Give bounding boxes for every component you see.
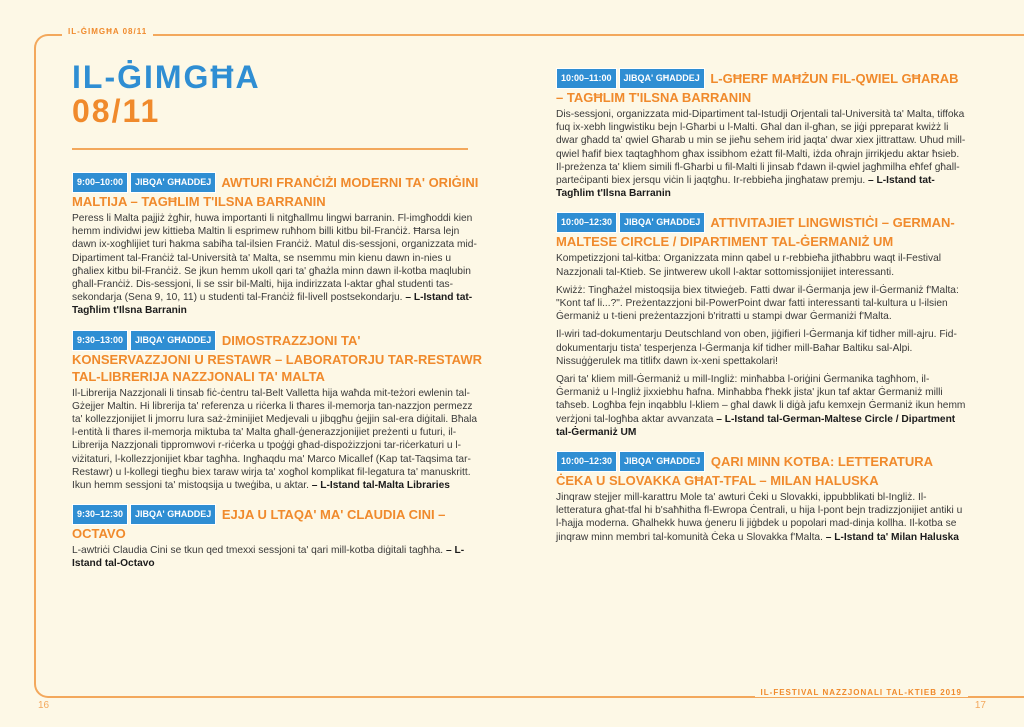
event bbox=[556, 212, 966, 439]
event bbox=[556, 451, 966, 544]
page-title bbox=[72, 60, 261, 128]
time-tag: 10:00–11:00 bbox=[556, 68, 617, 89]
left-column bbox=[72, 172, 482, 583]
running-header: IL-ĠIMGĦA 08/11 bbox=[62, 27, 153, 36]
event-title: EJJA U LTAQA' MA' CLAUDIA CINI – OCTAVO bbox=[72, 507, 446, 542]
event-body: Jinqraw stejjer mill-karattru Mole ta' awturi Ċeki u Slovakki, ippubblikati bl-Ingliż. Il-letteratura għat-tfal hi b'saħħitha fl-Ewropa Ċentrali, u hija l-pont bejn tradizzjonijiet antiki u l-ħajja moderna. Għalhekk huwa ġeneru li jiġbdek u popolari mad-dinja kollha. Il-kotba se jinqraw minn membri tal-komunità Ċeka u Slovakka f'Malta. bbox=[556, 492, 963, 543]
time-tag: 9:30–12:30 bbox=[72, 504, 128, 525]
event-title: L-GĦERF MAĦŻUN FIL-QWIEL GĦARAB – TAGĦLIM T'ILSNA BARRANIN bbox=[556, 71, 959, 105]
time-tag: 10:00–12:30 bbox=[556, 212, 617, 233]
time-tag: 9:00–10:00 bbox=[72, 172, 128, 193]
type-tag: JIBQA' GĦADDEJ bbox=[130, 172, 216, 193]
page-number-right: 17 bbox=[974, 700, 986, 711]
event-title: ATTIVITAJIET LINGWISTIĊI – GERMAN-MALTESE CIRCLE / DIPARTIMENT TAL-ĠERMANIŻ UM bbox=[556, 215, 955, 250]
event bbox=[556, 68, 966, 200]
type-tag: JIBQA' GĦADDEJ bbox=[130, 504, 216, 525]
event-credit: – L-Istand tal-German-Maltese Circle / Dipartment tal-Ġermaniż UM bbox=[556, 413, 956, 438]
event-paragraph: Il-wiri tad-dokumentarju Deutschland von oben, jiġifieri l-Ġermanja kif tidher mill-ajru. Fid-dokumentarju tista' tesperjenza l-Ġermanja kif tidher mill-Baħar Baltiku sal-Alpi. Nissuġġerulek ma titlifx dawn ix-xeni spettakolari! bbox=[556, 329, 957, 367]
event-body: Il-Librerija Nazzjonali li tinsab fiċ-ċentru tal-Belt Valletta hija waħda mit-teżori ewlenin tal-Gżejjer Maltin. Hi librerija ta' referenza u riċerka li tħares il-memorja tan-nazzjon permezz ta' kollezzjonijiet li jmorru lura saż-żminijiet Medjevali u jibqgħu ġejjin sal-era diġitali. Bħala l-entità li tħares il-memorja miktuba ta' Malta għall-ġenerazzjonijiet preżenti u futuri, il-Librerija Nazzjonali tippromwovi r-riċerka u tpoġġi għad-dispożizzjoni tar-riċerkaturi u l-viżitaturi, l-kollezzjonijiet kbar tagħha. Ingħaqdu ma' Marco Micallef (Kap tat-Taqsima tar-Restawr) u l-kollegi tiegħu biex taraw wirja ta' xogħol komplikat fil-legatura ta' manuskritt. Ikun hemm sessjoni ta' mistoqsija u tweġiba, u aktar. bbox=[72, 387, 478, 492]
event-credit: – L-Istand tat-Tagħlim t'Ilsna Barranin bbox=[72, 292, 473, 317]
time-tag: 9:30–13:00 bbox=[72, 330, 128, 351]
type-tag: JIBQA' GĦADDEJ bbox=[619, 68, 705, 89]
event-body: Peress li Malta pajjiż żgħir, huwa importanti li nitgħallmu lingwi barranin. Fl-imgħoddi kien hemm individwi jew kittieba Maltin li esprimew ruħhom billi kitbu bil-Franċiż. Ħarsa lejn dawn ix-xogħlijiet turi ħakma sabiħa tal-ilsien Franċiż. Matul dis-sessjoni, organizzata mid-Dipartiment tal-Franċiż tal-Università ta' Malta, se nsemmu min kienu dawn in-nies u għaliex kitbu bil-Franċiż. Se jkun hemm ukoll qari ta' għażla minn dawn il-kotba maqlubin għall-Franċiż. Dis-sessjoni, li se ssir bil-Malti, hija indirizzata l-aktar għal studenti tas-sekondarja (Sena 9, 10, 11) u studenti tal-Franċiż fil-livell postsekondarju. bbox=[72, 213, 477, 304]
event-body: L-awtriċi Claudia Cini se tkun qed tmexxi sessjoni ta' qari mill-kotba diġitali tagħha. bbox=[72, 545, 444, 557]
event bbox=[72, 172, 482, 318]
page-number-left: 16 bbox=[38, 700, 50, 711]
event-paragraph: Kompetizzjoni tal-kitba: Organizzata minn qabel u r-rebbieħa jitħabbru waqt il-Festival Nazzjonali tal-Ktieb. Se jintwerew ukoll l-aktar sottomissjonijiet interessanti. bbox=[556, 253, 942, 278]
title-divider bbox=[72, 148, 468, 150]
event bbox=[72, 504, 482, 570]
event-credit: – L-Istand ta' Milan Haluska bbox=[825, 531, 959, 543]
right-column bbox=[556, 68, 966, 556]
event-title: AWTURI FRANĊIŻI MODERNI TA' ORIĠINI MALTIJA – TAGĦLIM T'ILSNA BARRANIN bbox=[72, 175, 479, 209]
event-title: DIMOSTRAZZJONI TA' KONSERVAZZJONI U RESTAWR – LABORATORJU TAR-RESTAWR TAL-LIBRERIJA NAZZJONALI TA' MALTA bbox=[72, 332, 482, 384]
event-credit: – L-Istand tal-Octavo bbox=[72, 545, 465, 570]
event-body: Dis-sessjoni, organizzata mid-Dipartiment tal-Istudji Orjentali tal-Università ta' Malta, tiffoka fuq ix-xebh lingwistiku bejn l-Għarbi u l-Malti. Għal dan il-għan, se jiġi ppreparat kwiżż li dwar għadd ta' qwiel Għarab u min se jieħu sehem irid jaqta' dwar xiex jittrattaw. Uħud mill-qwiel ħafif biex taqtagħhom għax issibhom eżatt fil-Malti, iżda oħrajn jirrikjedu aktar ħsieb. Il-preżenza ta' kliem simili fl-Għarbi u fil-Malti li jinsab f'dawn il-qwiel jagħmilha eħfef għall-parteċipanti biex jersqu viċin li jaqtgħu. Ir-rebbieħa jingħataw premju. bbox=[556, 109, 966, 187]
event-credit: – L-Istand tal-Malta Libraries bbox=[311, 480, 450, 492]
event-paragraph-text: Qari ta' kliem mill-Ġermaniż u mill-Ingliż: minħabba l-oriġini Ġermanika tagħhom, il-Ġermaniż u l-Ingliż jixxiebhu ħafna. Minħabba f'hekk jista' jkun taf aktar Ġermaniż milli taħseb. Logħba fejn inqabblu l-kliem – għal dawk li diġà jafu kemxejn Ġermaniż ikun hemm verżjoni tal-logħba aktar avvanzata bbox=[556, 374, 966, 425]
type-tag: JIBQA' GĦADDEJ bbox=[619, 451, 705, 472]
event-paragraph bbox=[556, 373, 966, 439]
time-tag: 10:00–12:30 bbox=[556, 451, 617, 472]
event-paragraph: Kwiżż: Tingħażel mistoqsija biex titwieġeb. Fatti dwar il-Ġermanja jew il-Ġermaniż f'Malta: "Kont taf li...?". Preżentazzjoni bil-PowerPoint dwar fatti interessanti tal-kultura u l-ilsien Ġermaniż u t-tieni preżentazzjoni b'ritratti u stampi dwar Ġermaniżi f'Malta. bbox=[556, 284, 959, 323]
event-credit: – L-Istand tat-Tagħlim t'Ilsna Barranin bbox=[556, 175, 935, 200]
title-line-2: 08/11 bbox=[72, 93, 161, 129]
title-line-1: IL-ĠIMGĦA bbox=[72, 59, 261, 95]
running-footer: IL-FESTIVAL NAZZJONALI TAL-KTIEB 2019 bbox=[755, 688, 968, 697]
event bbox=[72, 330, 482, 493]
event-title: QARI MINN KOTBA: LETTERATURA ĊEKA U SLOVAKKA GĦAT-TFAL – MILAN HALUSKA bbox=[556, 454, 933, 489]
type-tag: JIBQA' GĦADDEJ bbox=[619, 212, 705, 233]
type-tag: JIBQA' GĦADDEJ bbox=[130, 330, 216, 351]
